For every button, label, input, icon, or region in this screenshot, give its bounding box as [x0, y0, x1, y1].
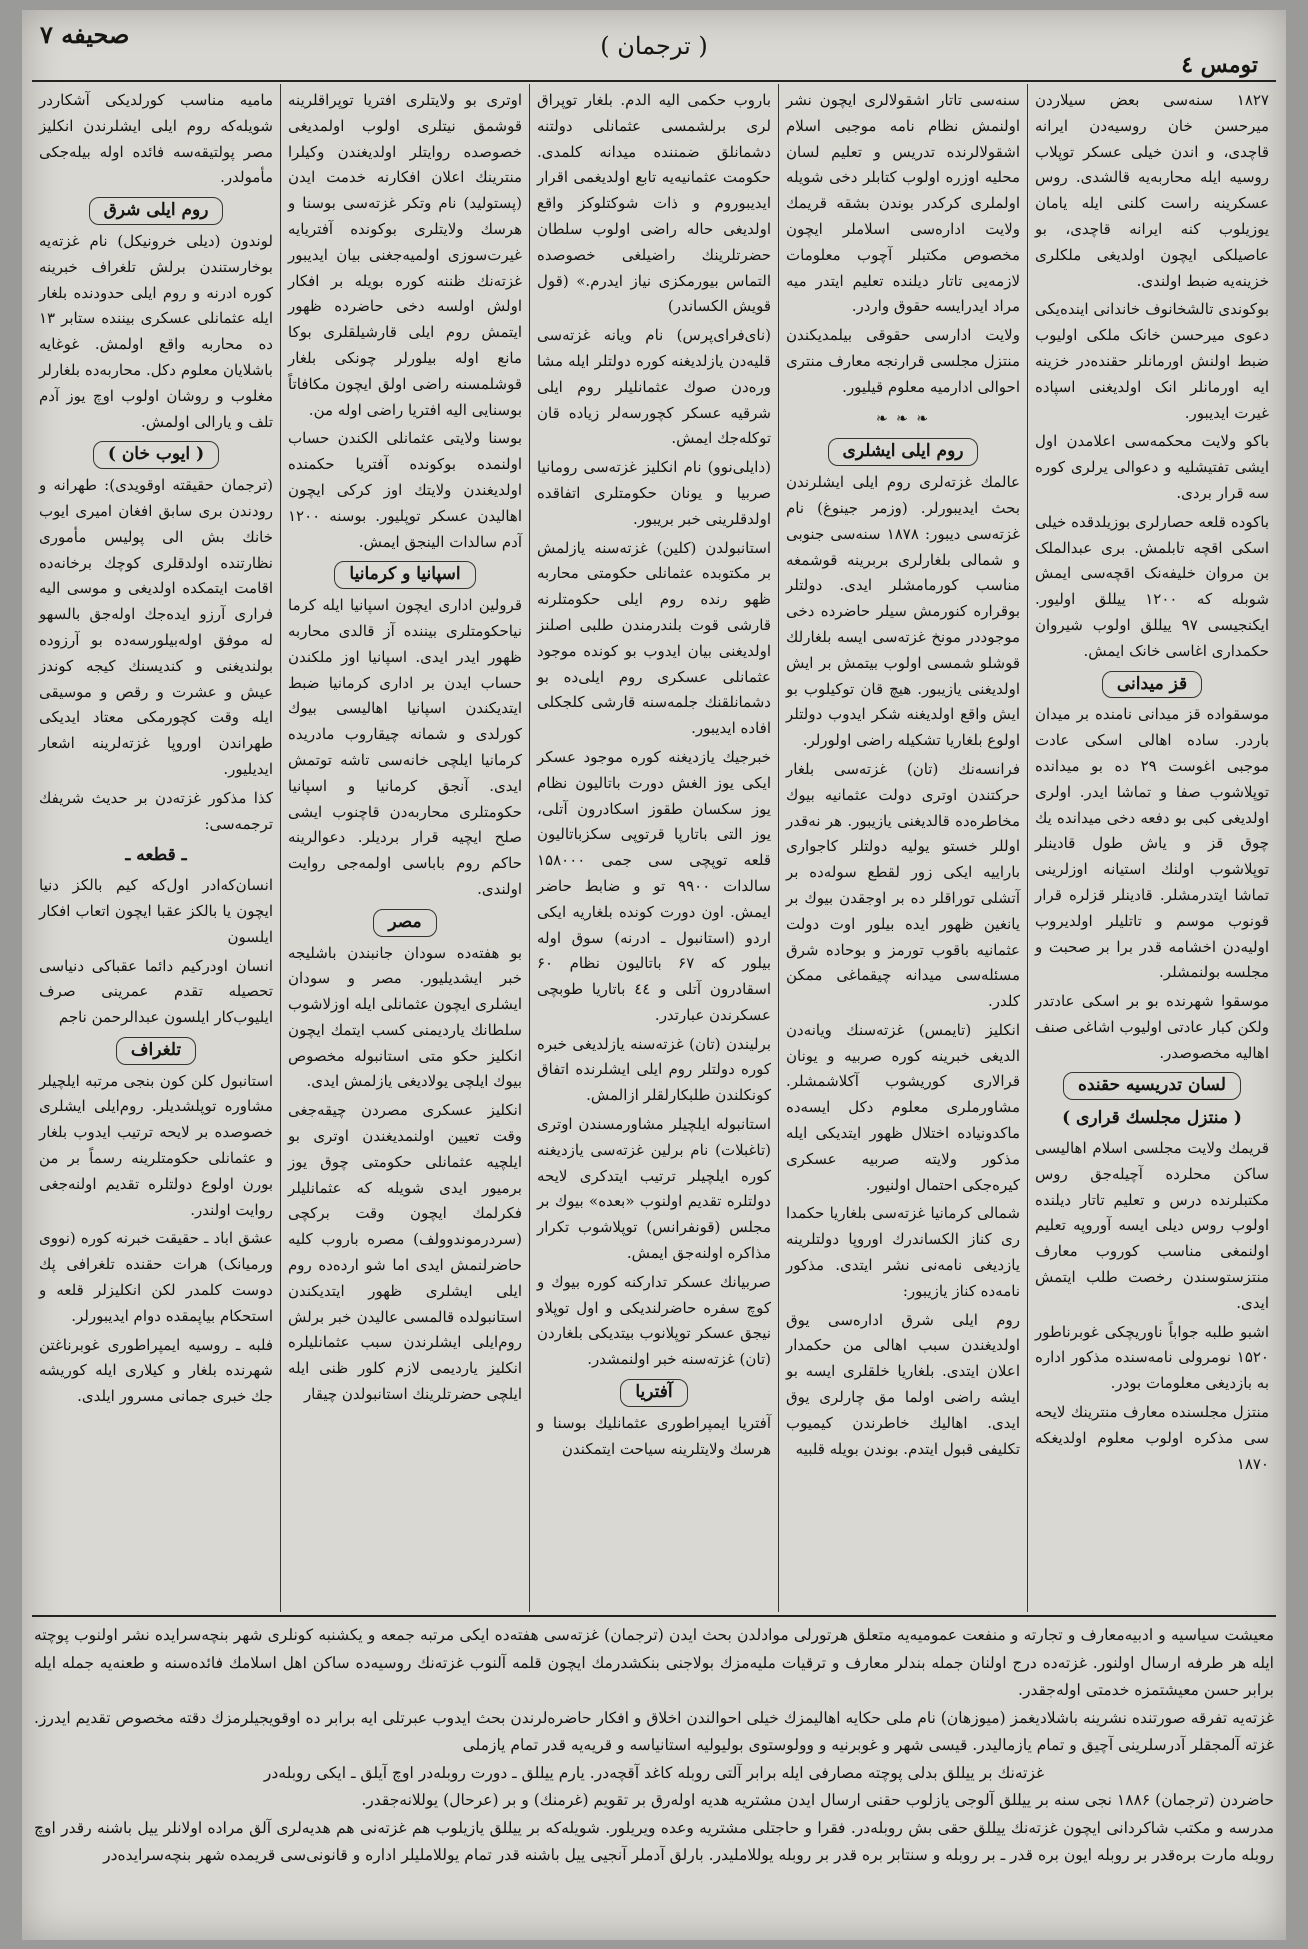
column-5	[32, 84, 280, 1612]
article-paragraph: عشق اباد ـ حقیقت خبرنه کوره (نووی ورمیانک) هرات حقنده تلغرافی پك دوست کلمدر لکن انکلیزلر قلعه و استحکام بیاپمقده دوام ایدیبورلر.	[39, 1229, 273, 1325]
article-paragraph: بوکوندی تالشخانوف خاندانی اینده‌یکی دعوی میرحسن خانک ملکی اولیوب ضبط اولنش اورمانلر حقنده‌در خزینه ایه اورمانلر انک اولدیغنی اسپاده غیرت ایدیبور.	[1035, 300, 1269, 422]
article-paragraph: استانبول کلن کون بنجی مرتبه ایلچیلر مشاوره توپلشدیلر. روم‌ایلی ایشلری خصوصده بر لایحه ترتیب ایدوب بلغار و عثمانلی حکومتلرینه رسماً بر من بورن اولوع دولتلره تقدیم اولنه‌جغی روایت اولندر.	[39, 1071, 273, 1219]
section-heading	[537, 1379, 771, 1407]
article-paragraph: کذا مذکور غزته‌دن بر حدیث شریفك ترجمه‌سی:	[39, 788, 273, 833]
section-heading-text: تلغراف	[116, 1037, 196, 1065]
article-paragraph: استانبولدن (کلین) غزته‌سنه یازلمش بر مکتوبده عثمانلی حکومتی محاربه ظهو رنده روم ایلی حکومتلرنه قارشی قوت بلندرمندن طلبی اصلنز اولدیغنی بیان ایدوب بو کونده موجود عثمانلی عسکری روم ایلی‌ده بو دشمانلقنك جلمه‌سنه قارشی کلجکلی افاده ایدیبور.	[537, 538, 771, 738]
article-paragraph: صربیانك عسکر تدارکنه کوره بیوك و کوچ سفره حاضرلندیکی و اول توپلاو نیجق عسکر توپلانوب بیتدیکی بلغاردن (تان) غزته‌سنه خبر اولنمشدر.	[537, 1272, 771, 1369]
article-paragraph: آفتریا ایمپراطوری عثمانلیك بوسنا و هرسك ولایتلرینه سیاحت ایتمکندن	[537, 1413, 771, 1458]
section-heading	[39, 1037, 273, 1065]
section-heading	[288, 561, 522, 589]
section-heading-text: روم ایلی شرق	[89, 197, 224, 225]
article-paragraph: استانبوله ایلچیلر مشاورمسندن اوتری (تاغبلات) نام برلین غزته‌سی یازدیغنه کوره ایلچیلر ترتیب ایتدکری لایحه دولتلره تقدیم اولنوب «بعده» بیوك بر مجلس (قونفرانس) توپلاشوب تکرار مذاکره اولنه‌جق ایمش.	[537, 1115, 771, 1263]
article-paragraph: قریمك ولایت مجلسی اسلام اهالیسی ساکن محلرده آچیله‌جق روس مکتبلرنده درس و تعلیم تاتار دیلنده اولوب روس دیلی ایسه آوروپه تعلیم اولنمغی مناسب کوروب معارف منتزستوسندن رخصت طلب ایتمش ایدی.	[1035, 1139, 1269, 1312]
section-heading	[786, 438, 1020, 466]
section-heading-text: ( ایوب خان )	[93, 441, 219, 469]
article-paragraph: انکلیز (تایمس) غزته‌سنك ویانه‌دن الدیغی خبرینه کوره صربیه و یونان قرالاری کوریشوب آکلاشمشلر. مشاورملری معلوم دکل ایسه‌ده ماکدونیاده اختلال ظهور ایتدیکی ایله مذکور ولایته صربیه عسکری کیره‌جکی احتمال اولنیور.	[786, 1020, 1020, 1194]
section-heading-text: روم ایلی ایشلری	[828, 438, 979, 466]
section-heading	[288, 909, 522, 937]
article-paragraph: لوندون (دیلی خرونیکل) نام غزته‌یه بوخارستندن برلش تلغراف خبرینه کوره ادرنه و روم ایلی حدودنده بلغار ایله عثمانلی عسکری بیننده ستابر ۱۳ ده محاربه واقع اولمش. غوغایه باشلایان معلوم دکل. محاربه‌ده بلغارلر مغلوب و روشان اولوب اوچ یوز آدم تلف و یارالی اولمش.	[39, 231, 273, 431]
footer-paragraph: حاضردن (ترجمان) ۱۸۸۶ نجی سنه بر ییللق آلوجی یازلوب حقنی ارسال ایدن مشتریه هدیه اوله‌رق بر تقویم (غرمنك) و بر (عرحال) یوللانه‌جقدر.	[361, 1791, 1274, 1809]
footer-rule	[32, 1615, 1276, 1617]
article-paragraph: عالمك غزته‌لری روم ایلی ایشلرندن بحث ایدیبورلر. (وزمر جینوغ) نام غزته‌سی دیبور: ۱۸۷۸ سنه‌سی جنوبی و شمالی بلغارلری بربرینه قوشمغه مناسب کورمامشلر ایدی. دولتلر بوقراره کنورمش سیلر حاضرده دخی موجوددر مونخ غزته‌سی ایسه بلغارلك قوشلو شمسی اولوب بیتمش بر ایش اولدیغنی یازیبور. هیچ قان توکیلوب بو ایش واقع اولدیغنه شکر ایدوب دولتلر اولوع بلغاریا تشکیله راضی اولورلر.	[786, 473, 1021, 750]
section-heading	[39, 441, 273, 469]
article-paragraph: انکلیز عسکری مصردن چیقه‌جغی وقت تعیین اولنمدیغندن اوتری بو ایلچیه عثمانلی حکومتی چوق یوز برمیور ایدی شویله که عثمانلیلر فکرلمك ایچون وقت برکچی (سردرموندوولف) مصره باروب کلیه حاضرلنمش ایدی اما شو ارده‌ده روم ایلی ایشلری ظهور ایتدیکندن استانبولده قالمسی عالیدن خبر برلش روم‌ایلی ایشلرندن سبب عثمانلیلره انکلیز یاردیمی لازم کلور ظنی ایله ایلچی حضرتلرینك استانبولدن چیقار	[288, 1101, 522, 1404]
article-paragraph: قرولین اداری ایچون اسپانیا ایله کرما نیاحکومتلری بیننده آز قالدی محاربه ظهور ایدر ایدی. اسپانیا اوز ملکندن حساب ایدن بر اداری کرمانیا ضبط ایتدیکندن اسپانیا اهالیسی بیوك کورلدی و شمانه چیقاروب مادریده کرمانیا ایلچی خانه‌سی تاشه توتمش ایدی. آنجق کرمانیا و اسپانیا حکومتلری محاربه‌دن قاچنوب ایشی صلح ایچیه قرار بردیلر. دعوالرینه حاکم روم باباسی اولمه‌جی روایت اولندی.	[288, 596, 522, 898]
footer-paragraph: غزته‌یه تفرقه صورتنده نشرینه باشلادیغمز (میوزهان) نام ملی حکایه اهالیمزك خیلی احوالندن اخلاق و افکار حاضره‌لرندن بحث ایدوب عبرتلی ایه برابر ده اوقویجیلرمزك دقته مخصوص تقدیم ایدرز. غزته آلمجقلر آدرسلرینی آچیق و تمام یازمالیدر. قیسی شهر و غوبرنیه و وولوستوی بولیولیه استانیاسه و قریه‌یه قدر تمام یازملی	[34, 1708, 1274, 1754]
article-paragraph: اشبو طلبه جواباً ناوریچکی غوبرناطور ۱۵۲۰ نومرولی نامه‌سنده مذکور اداره به بازدیغی معلومات بودر.	[1035, 1322, 1269, 1393]
article-paragraph: بو هفته‌ده سودان جانبندن باشلیجه خبر ایشدیلیور. مصر و سودان ایشلری ایچون عثمانلی ایله اوزلاشوب سلطانك یاردیمنی کسب ایتمك ایچون انکلیز حکو متی استانبوله مخصوص بیوك ایلچی یولادیغی یازلمش ایدی.	[288, 943, 522, 1091]
article-paragraph: اوتری بو ولایتلری افتریا توپراقلرینه قوشمق نیتلری اولوب اولمدیغی خصوصده روایتلر اولدیغندن وکیلرا منترینك اعلان افکارنه خدمت ایدن (پستولید) نام وتکر غزته‌سی بوسنا و هرسك ولایتلری بوکونده آفتریایه غیرت‌سوزی اولمیه‌جغنی بیان ایدیبور غزته‌نك ظننه کوره بویله بر افکار اولش اولسه دخی حاضرده ظهور ایتمش روم ایلی قارشیلقلری بوکا مانع اوله بیلورلر چونکی بلغار قوشلمسنه راضی اولق ایچون مکافاتاً بوسنایی الیه افتریا راضی اوله من.	[288, 91, 522, 419]
article-paragraph: باروب حکمی الیه الدم. بلغار توپراق لری برلشمسی عثمانلی دولتنه دشمانلق ضمننده میدانه کلمدی. حکومت عثمانیه‌یه تابع اولدیغمی اقرار ایدیبوروم و ذات شوکتلوکز واقع اولدیغی حاله راضی اولوب سلطان حضرتلرینك راضیلغی خصوصده التماس بیورمکزی نیاز ایدرم.» (قول قویش الکساندر)	[537, 91, 771, 316]
newspaper-title: ( ترجمان )	[600, 32, 708, 60]
article-paragraph: برلیندن (تان) غزته‌سنه یازلدیغی خبره کوره دولتلر روم ایلی ایشلرنده اتفاق کونکلندن طلبکارلقلر ازالمش.	[537, 1034, 771, 1105]
article-paragraph: سنه‌سی تاتار اشقولالری ایچون نشر اولنمش نظام نامه موجبی اسلام اشقولالرنده تدریس و تعلیم لسان محلیه اوزره اولوب کتابلر دخی شویله اولملری کرکدر بوندن بشقه قریمك ولایت اداره‌سی اسلاملر ایچون مخصوص مکتبلر آچوب معلومات لازمه‌یی تاتار دیلنده تعلیم ایتدر میه مراد ایدرایسه حقوق واردر.	[786, 91, 1020, 316]
article-paragraph: باکوده قلعه حصارلری بوزیلدقده خیلی اسکی اقچه تابلمش. بری عبدالملک بن مروان خلیفه‌نک اقچه‌سی ایمش شوبله که ۱۲۰۰ ییللق اولیور. ایکنجیسی ۹۷ ییللق اولوب شیروان حکمداری اغاسی خانک ایمش.	[1035, 512, 1269, 660]
section-heading-text: اسپانیا و کرمانیا	[334, 561, 475, 589]
section-heading-text: مصر	[373, 909, 436, 937]
section-heading	[1035, 1106, 1269, 1132]
article-paragraph: (ترجمان حقیقته اوقویدی): طهرانه و رودندن بری سابق افغان امیری ایوب خانك بش الی پولیس مأموری نظارتنده اولدقلری کوچك برخانه‌ده اقامت ایتمکده اولدیغی و موسی الیه فراری آرزو ایده‌جك اوله‌جق بالسهو له موفق اوله‌بیلورسه‌ده بو آرزوده بولندیغنی و کندیسنك کیجه کوندز عیش و عشرت و رقص و موسیقی ایله وقت کچورمکی معتاد ایدیکی طهراندن اوروپا غزته‌لرینه اشعار ایدیلیور.	[39, 476, 273, 778]
article-paragraph: (نای‌فرای‌پرس) نام ویانه غزته‌سی قلیه‌دن یازلدیغنه کوره دولتلر ایله مشا وره‌دن صوك عثمانلیلر روم ایلی شرقیه عسکر کچورسه‌لر زیاده قان توکله‌جك ایمش.	[537, 326, 771, 448]
article-paragraph: فلبه ـ روسیه ایمپراطوری غوبرناغتن شهرنده بلغار و کیلاری ایله کوریشه جك خبری جمانی مسرور ایلدی.	[39, 1335, 273, 1406]
article-paragraph: روم ایلی شرق اداره‌سی یوق اولدیغندن سبب اهالی من حکمدار اعلان ایتدی. بلغاریا خلقلری ایسه بو ایشه راضی اولما مق چارلری یوق ایدی. اهالیك خاطرندن کیمیوب تکلیفی قبول ایتدم. بوندن بویله قلبیه	[786, 1310, 1020, 1458]
article-paragraph: شمالی کرمانیا غزته‌سی بلغاریا حکمدا ری کناز الکساندرك اوروپا دولتلرینه یازدیغی نامه‌نی نشر ایتدی. مذکور نامه‌ده کناز یازیبور:	[786, 1204, 1020, 1300]
section-heading-text: ـ قطعه ـ	[125, 845, 187, 866]
article-paragraph: خبرجیك یازدیغنه کوره موجود عسکر ایکی یوز الغش دورت باتالیون نظام یوز سکسان طقوز اسکادرون آتلی، یوز التی باتارپا قرتوپی سکزباتالیون قلعه توپچی سی جمی ۱۵۸۰۰۰ سالدات ۹۹۰۰ تو و ضابط حاضر ایمش. اون دورت کونده بلغاریه ایکی اردو (استانبول ـ ادرنه) سوق اوله بیلور که ۶۷ باتالیون نظام ۶۰ اسقادرون آتلی و ٤٤ باتاریا طوبچی عسکرندن عبارتدر.	[537, 747, 772, 1024]
article-paragraph: منتزل مجلسنده معارف منترینك لایحه سی مذکره اولوب معلوم اولدیغکه ۱۸۷۰	[1035, 1403, 1269, 1473]
article-paragraph: انسان اودرکیم دائما عقبا‌کی دنیاسی تحصیله تقدم عمرینی صرف ایلیوب‌کار ایلسون عبدالرحمن ناجم	[39, 956, 273, 1027]
article-paragraph: بوسنا ولایتی عثمانلی الکندن حساب اولنمده بوکونده آفتریا حکمنده اولدیغندن ولایتك اوز کرکی ایچون اهالیدن عسکر توپلیور. بوسنه ۱۲۰۰ آدم سالدات الینجق ایمش.	[288, 429, 522, 551]
section-heading	[39, 197, 273, 225]
article-paragraph: باکو ولایت محکمه‌سی اعلامدن اول ایشی تفتیشلیه و دعوالی یرلری کوره سه قرار بردی.	[1035, 432, 1269, 502]
day-label: تومس ٤	[1181, 52, 1258, 78]
article-paragraph: فرانسه‌نك (تان) غزته‌سی بلغار حرکتندن اوتری دولت عثمانیه بیوك مخاطره‌ده قالدیغنی یازیبور. هر نه‌قدر اوللر خستو یولیه دولتلر کاجواری باراییه ایکی زور لقطع سوله‌ده بر آتشلی توراقلر ده بر اوجقدن بیوك بر یانغین ظهور ایده بیلور اوت دولت عثمانیه باقوب تورمز و بوحاده شرق مسئله‌سی میدانه چیقماغی ممکن کلدر.	[786, 759, 1020, 1011]
subscription-notice	[34, 1622, 1274, 1932]
section-heading-text: قز میدانی	[1102, 671, 1202, 699]
column-4	[280, 84, 529, 1612]
footer-paragraph: معیشت سیاسیه و ادبیه‌معارف و تجارته و منفعت عمومیه‌یه متعلق هرتورلی موادلدن بحث ایدن (ترجمان) غزته‌سی هفته‌ده ایکی مرتبه جمعه و یکشنبه کونلری شهر بنچه‌سرایده نشر اولنوب پوچته ایله هر طرفه ارسال اولنور. غزته‌ده درج اولنان جمله بندلر معارف و ترقیات ملیه‌مزك بولاجنی بنکشدرمك ایچون قلمه آلنوب غزته‌نك روسیه‌ده ساکن اهل اسلامك فائده‌سنه و طعنه‌یه جمله ایله برابر حسن معیشتمزه خدمتی اوله‌جقدر.	[34, 1626, 1274, 1699]
column-1	[1027, 84, 1276, 1612]
column-2	[778, 84, 1027, 1612]
masthead	[22, 10, 1286, 78]
top-rule	[32, 80, 1276, 82]
article-paragraph: موسقواده قز میدانی نامنده بر میدان باردر. ساده اهالی اسکی عادت موجبی اغوست ۲۹ ده بو میدانده توپلاشوب صفا و تماشا ایدر. اولری اولدیغی کبی بو دفعه دخی میدانده یك چوق قز و یاش طول قادینلر توپلاشوب اولنك استیانه اوزلرینی تماشا ایتدرمشلر. قادینلر قزلره قرار قونوب موسم و تاتلیلر اولدیروب اولیه‌دن اخشامه قدر برا بر صحبت و مجلسه بولنمشلر.	[1035, 705, 1269, 982]
article-paragraph: ۱۸۲۷ سنه‌سی بعض سیلاردن میرحسن خان روسیه‌دن ایرانه قاچدی، و اندن خیلی عسکر توپلاب روسیه ایله محاربه‌یه قالشدی. روس عسکرینه راست کلنی ایله یامان یوزیلوب کنه ایرانه قاچدی، بو عاصیلکی ایچون اولدیغی ملکلری خزینه‌یه ضبط اولندی.	[1035, 91, 1269, 290]
section-heading-text: لسان تدریسیه حقنده	[1063, 1072, 1241, 1100]
article-paragraph: ولایت ادارسی حقوقی بیلمدیکندن منتزل مجلسی قرارنجه معارف منتری احوالی ادارمیه معلوم قیلیور.	[786, 326, 1020, 396]
article-paragraph: انسان‌که‌ادر اول‌که کیم بالکز دنیا ایچون یا بالکز عقبا ایچون اتعاب افکار ایلسون	[39, 876, 273, 946]
newspaper-page	[22, 10, 1286, 1940]
section-heading	[39, 843, 273, 869]
page-number: صحیفه ۷	[40, 20, 130, 49]
article-paragraph: موسقوا شهرنده بو بر اسکی عادتدر ولکن کبار عادتی اولیوب اشاغی صنف اهالیه مخصوصدر.	[1035, 992, 1269, 1062]
article-paragraph: (دایلی‌نوو) نام انکلیز غزته‌سی رومانیا صربیا و یونان حکومتلری اتفاقده اولدقلرینی خبر بریبور.	[537, 458, 771, 528]
section-heading-text: ( منتزل مجلسك قراری )	[1062, 1108, 1242, 1129]
article-columns	[32, 84, 1276, 1612]
section-heading-text: آفتریا	[620, 1379, 687, 1407]
section-heading	[1035, 671, 1269, 699]
column-3	[529, 84, 778, 1612]
section-heading	[1035, 1072, 1269, 1100]
article-paragraph: مامیه مناسب کورلدیکی آشکاردر شویله‌که روم ایلی ایشلرندن انکلیز مصر پولتیقه‌سه فائده اوله بیله‌جکی مأمولدر.	[39, 91, 273, 187]
footer-paragraph: مدرسه و مکتب شاکردانی ایچون غزته‌نك ییللق حقی بش روبله‌در. فقرا و حاجتلی مشتریه وعده ویریلور. شویله‌که بر ییللق یازیلوب هم غزته‌نی هم هدیه‌لری آلق مراده اولانلر ییل باشنه رقدر اوچ روبله مارت بره‌قدر بر روبله ایون بره قدر ـ بر روبله و سنتابر بره قدر بر روبله یوللاملیدر. بارلق آدملر آنجیی ییل باشنه قدر تمام یوللاملیلر اداره و قانونی‌سی قریمده شهر بنچه‌سرایده‌در	[34, 1818, 1274, 1864]
ornament-divider: ❧ ❧ ❧	[875, 410, 931, 427]
footer-paragraph: غزته‌نك بر ییللق بدلی پوچته مصارفی ایله برابر آلتی روبله کاغد آقچه‌در. یارم ییللق ـ دورت روبله‌در اوچ آیلق ـ ایکی روبله‌در	[263, 1763, 1045, 1782]
